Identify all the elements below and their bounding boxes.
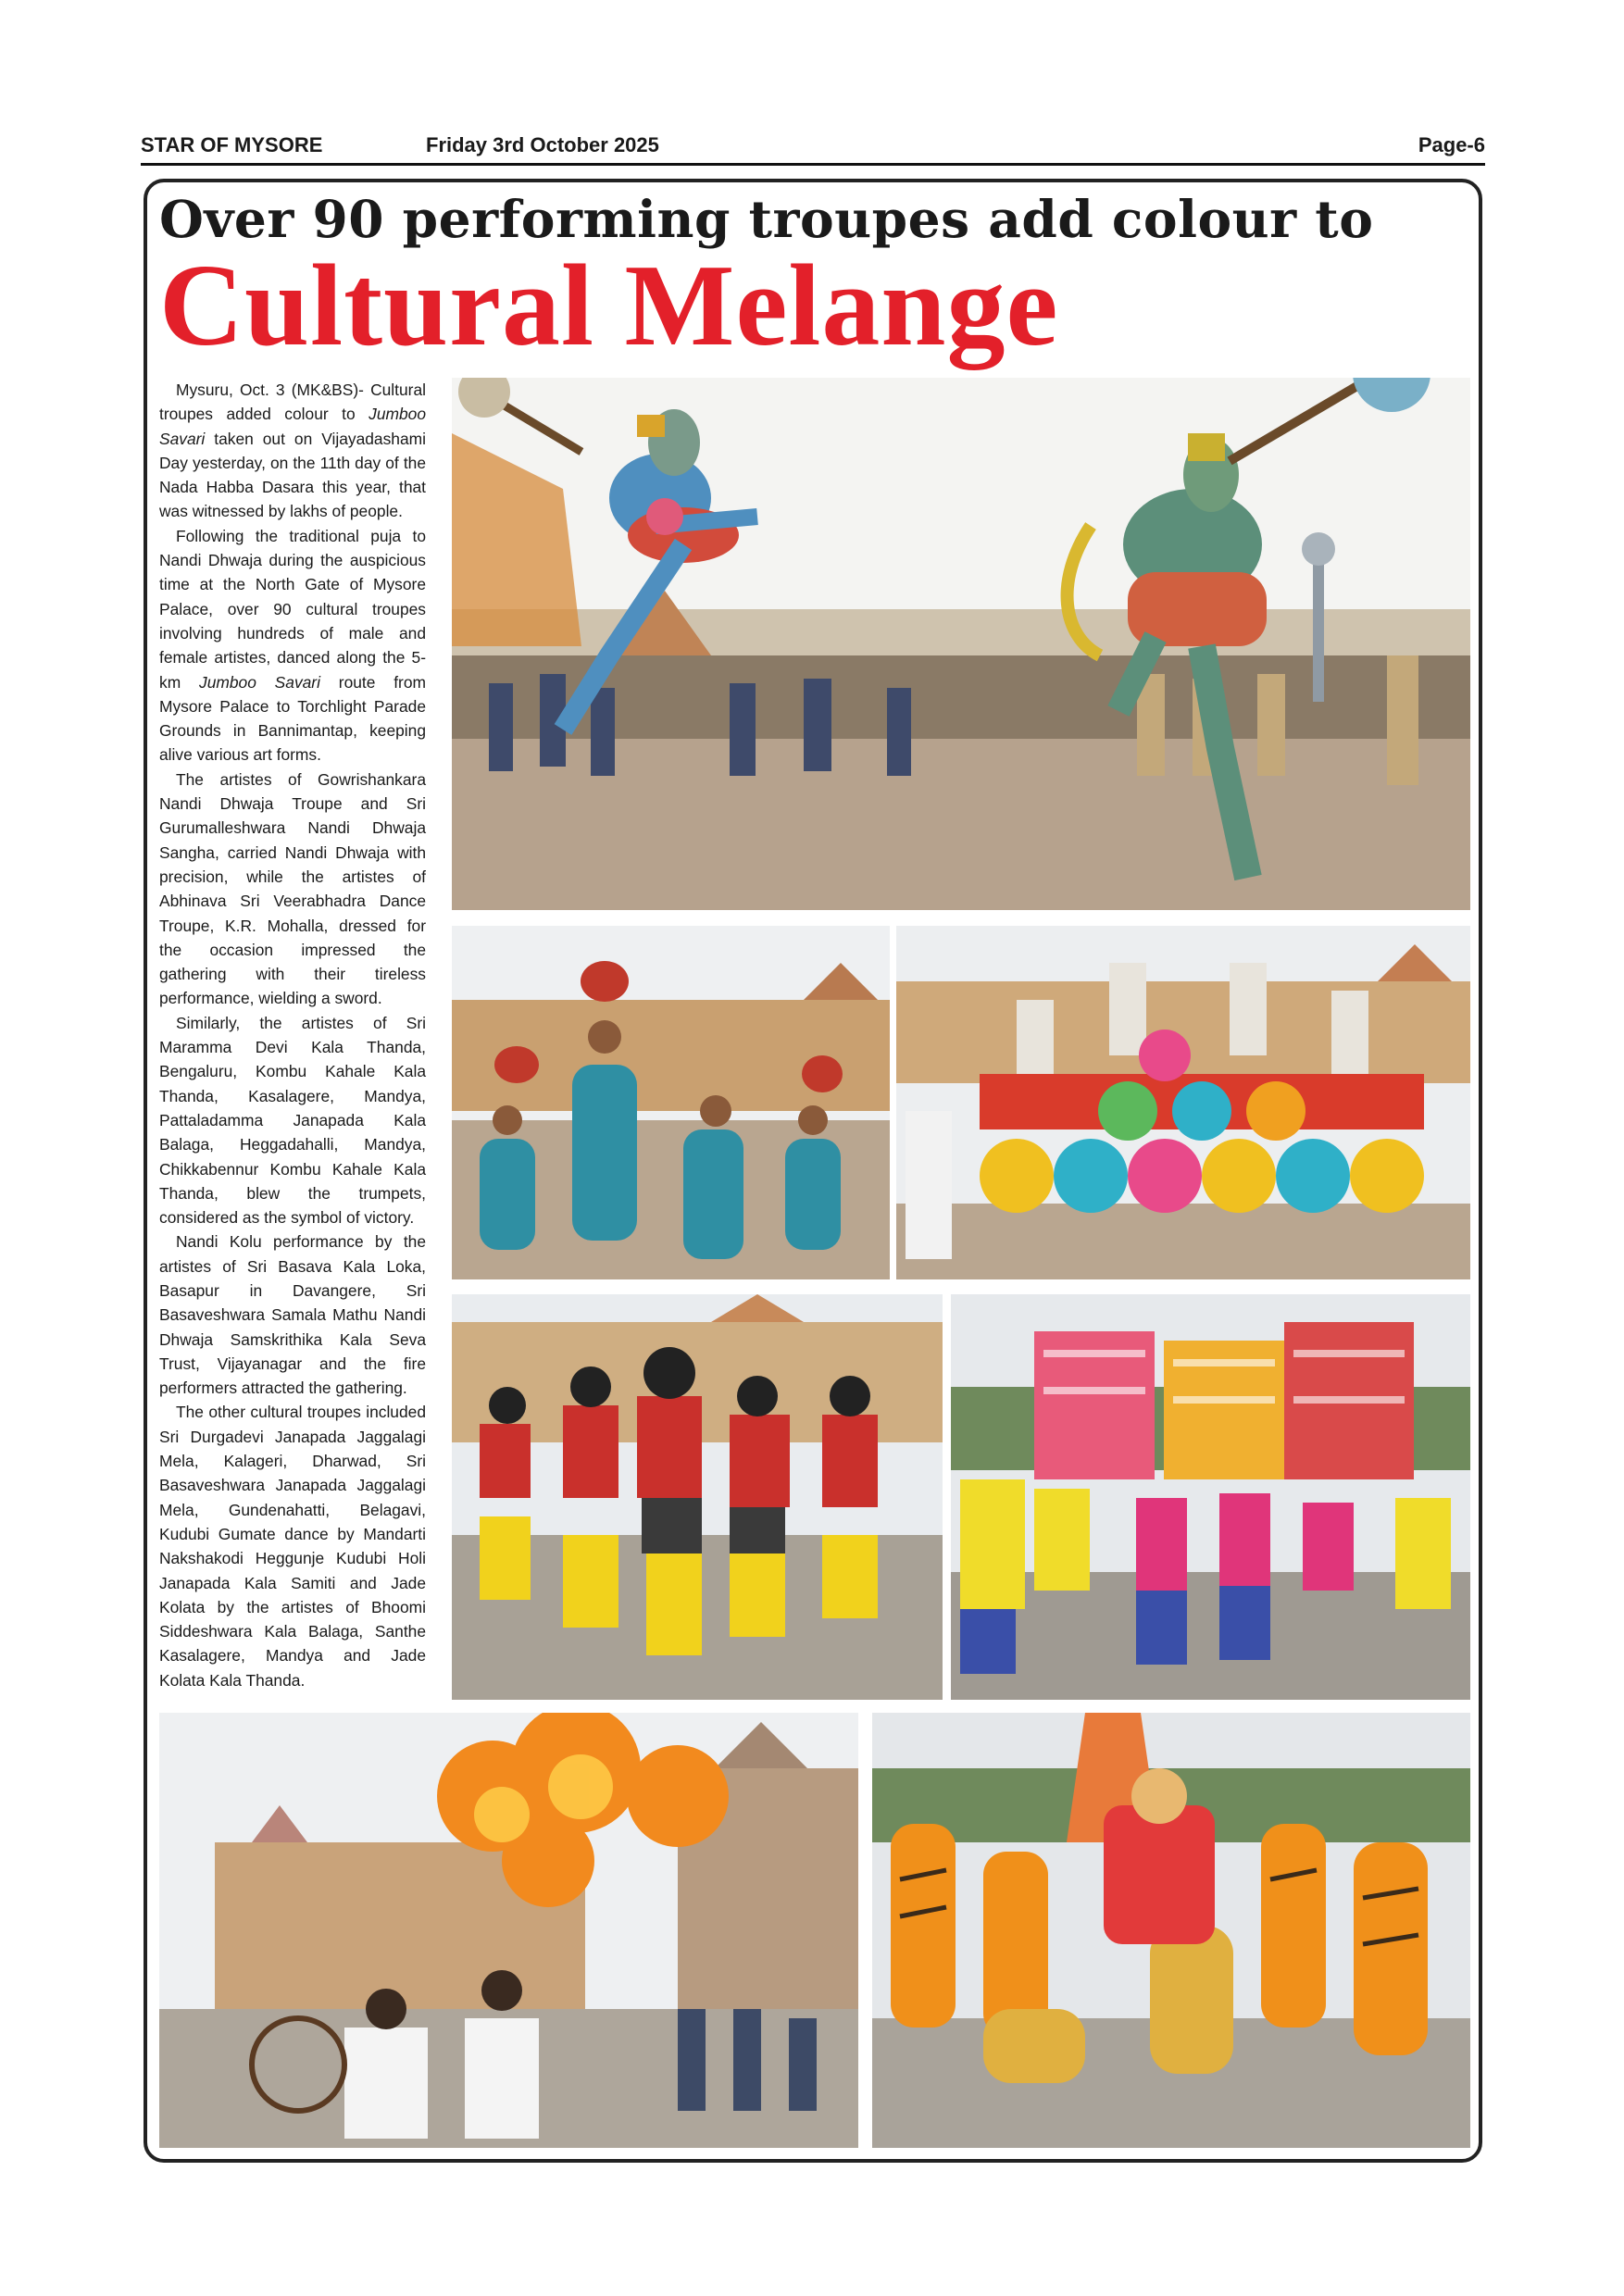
newspaper-name: STAR OF MYSORE xyxy=(141,133,323,156)
photo-nandi-dhwaja xyxy=(951,1294,1470,1700)
issue-date: Friday 3rd October 2025 xyxy=(426,133,659,156)
kicker-headline: Over 90 performing troupes add colour to xyxy=(159,189,1374,249)
photo-drummers xyxy=(896,926,1470,1279)
page-number: Page-6 xyxy=(1418,133,1485,156)
photo-red-troupe xyxy=(452,1294,943,1700)
paragraph: Nandi Kolu performance by the artistes of Sri Basava Kala Loka, Basapur in Davangere, Sri Basaveshwara Samala Mathu Nandi Dhwaja Samskrithika Kala Seva Trust, Vijayanagar and the fire performers attracted the gathering. xyxy=(159,1232,426,1398)
paragraph: Mysuru, Oct. 3 (MK&BS)- Cultural troupes added colour to Jumboo Savari taken out on Vijayadashami Day yesterday, on the 11th day of the Nada Habba Dasara this year, that was witnessed by lakhs of people. xyxy=(159,381,426,521)
paragraph: The other cultural troupes included Sri Durgadevi Janapada Jaggalagi Mela, Kalageri, Dharwad, Sri Basaveshwara Janapada Jaggalagi Mela, Gundenahatti, Belagavi, Kudubi Gumate dance by Mandarti Nakshakodi Heggunje Kudubi Holi Janapada Kala Samiti and Jade Kolata by the artistes of Bhoomi Siddeshwara Kala Balaga, Santhe Kasalagere, Mandya and Jade Kolata Kala Thanda. xyxy=(159,1403,426,1690)
paragraph: The artistes of Gowrishankara Nandi Dhwaja Troupe and Sri Gurumalleshwara Nandi Dhwaja Sangha, carried Nandi Dhwaja with precision, while the artistes of Abhinava Sri Veerabhadra Dance Troupe, K.R. Mohalla, dressed for the occasion impressed the gathering with their tireless performance, wielding a sword. xyxy=(159,769,426,1008)
photo-women-dancers xyxy=(452,926,890,1279)
main-headline: Cultural Melange xyxy=(159,242,1059,370)
paragraph: Following the traditional puja to Nandi Dhwaja during the auspicious time at the North Gate of Mysore Palace, over 90 cultural troupes involving hundreds of male and female artistes, danced along the 5-km Jumboo Savari route from Mysore Palace to Torchlight Parade Grounds in Bannimantap, keeping alive various art forms. xyxy=(159,526,426,765)
masthead xyxy=(141,130,1485,161)
photo-fire-performers xyxy=(159,1713,858,2148)
paragraph: Similarly, the artistes of Sri Maramma Devi Kala Thanda, Bengaluru, Kombu Kahale Kala Thanda, Kasalagere, Mandya, Pattaladamma Janapada Kala Balaga, Heggadahalli, Mandya, Chikkabennur Kombu Kahale Kala Thanda, blew the trumpets, considered as the symbol of victory. xyxy=(159,1013,426,1228)
photo-hanuman-dancers xyxy=(452,378,1470,910)
photo-tiger-dancers xyxy=(872,1713,1470,2148)
article-body xyxy=(159,378,426,1692)
masthead-rule xyxy=(141,163,1485,166)
